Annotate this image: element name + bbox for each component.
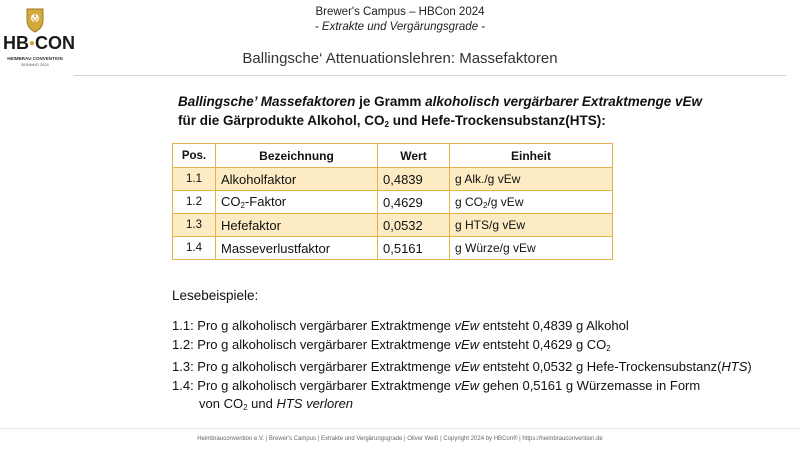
cell-name: Hefefaktor xyxy=(216,214,378,237)
reading-line-2: 1.2: Pro g alkoholisch vergärbarer Extraktmenge vEw entsteht 0,4629 g $CO_2$ xyxy=(172,336,611,353)
logo-wordmark: HB●CON xyxy=(3,33,76,53)
heading-line-1: Ballingsche’ Massefaktoren je Gramm alkoholisch vergärbarer Extraktmenge vEw xyxy=(178,94,702,109)
section-heading xyxy=(178,92,702,134)
mass-factor-table xyxy=(172,143,613,260)
col-header-pos: Pos. xyxy=(173,144,216,168)
reading-examples xyxy=(172,317,752,418)
header-subtitle: - Extrakte und Vergärungsgrade - xyxy=(314,21,486,33)
table-header-row xyxy=(173,144,613,168)
cell-name: Masseverlustfaktor xyxy=(216,237,378,260)
table-row xyxy=(173,168,613,191)
cell-unit: g Würze/g vEw xyxy=(450,237,613,260)
reading-line-4: 1.4: Pro g alkoholisch vergärbarer Extraktmenge vEw gehen 0,5161 g Würzemasse in Form xyxy=(172,377,701,393)
table-row xyxy=(173,214,613,237)
cell-unit: g Alk./g vEw xyxy=(450,168,613,191)
cell-unit: g HTS/g vEw xyxy=(450,214,613,237)
col-header-unit: Einheit xyxy=(450,144,613,168)
reading-line-3: 1.3: Pro g alkoholisch vergärbarer Extraktmenge vEw entsteht 0,0532 g Hefe-Trockensubstanz(HTS) xyxy=(172,359,752,374)
col-header-name: Bezeichnung xyxy=(216,144,378,168)
cell-value: 0,0532 xyxy=(378,214,450,237)
cell-name: Alkoholfaktor xyxy=(216,168,378,191)
heading-line-2: für die Gärprodukte Alkohol, $CO_2$ und Hefe-Trockensubstanz(HTS): xyxy=(178,113,606,129)
table-row xyxy=(173,237,613,260)
logo-edition: BONNHO 2024 xyxy=(21,62,49,67)
title-divider xyxy=(74,75,786,76)
cell-name: $CO_2$-Faktor xyxy=(216,191,378,214)
cell-pos: 1.3 xyxy=(173,214,216,237)
cell-unit: g $CO_2/g$ vEw xyxy=(450,191,613,214)
footer-divider xyxy=(0,428,800,429)
table-row xyxy=(173,191,613,214)
reading-line-1: 1.1: Pro g alkoholisch vergärbarer Extraktmenge vEw entsteht 0,4839 g Alkohol xyxy=(172,318,629,333)
cell-pos: 1.1 xyxy=(173,168,216,191)
col-header-value: Wert xyxy=(378,144,450,168)
header-title: Brewer's Campus – HBCon 2024 xyxy=(315,6,485,18)
cell-pos: 1.4 xyxy=(173,237,216,260)
footer-text: Heimbrauconvention e.V. | Brewer's Campus | Extrakte und Vergärungsgrade | Oliver Weiß | Copyright 2024 by HBCon® | https://heimbrauconvention.de xyxy=(197,436,603,442)
reading-line-5: von $CO_2$ und HTS verloren xyxy=(199,396,354,412)
slide-title: Ballingsche‘ Attenuationslehren: Massefaktoren xyxy=(242,50,558,67)
cell-value: 0,4839 xyxy=(378,168,450,191)
reading-examples-label: Lesebeispiele: xyxy=(172,288,259,303)
cell-value: 0,5161 xyxy=(378,237,450,260)
logo-subtitle: HEIMBRAU CONVENTION xyxy=(7,56,63,61)
cell-value: 0,4629 xyxy=(378,191,450,214)
cell-pos: 1.2 xyxy=(173,191,216,214)
